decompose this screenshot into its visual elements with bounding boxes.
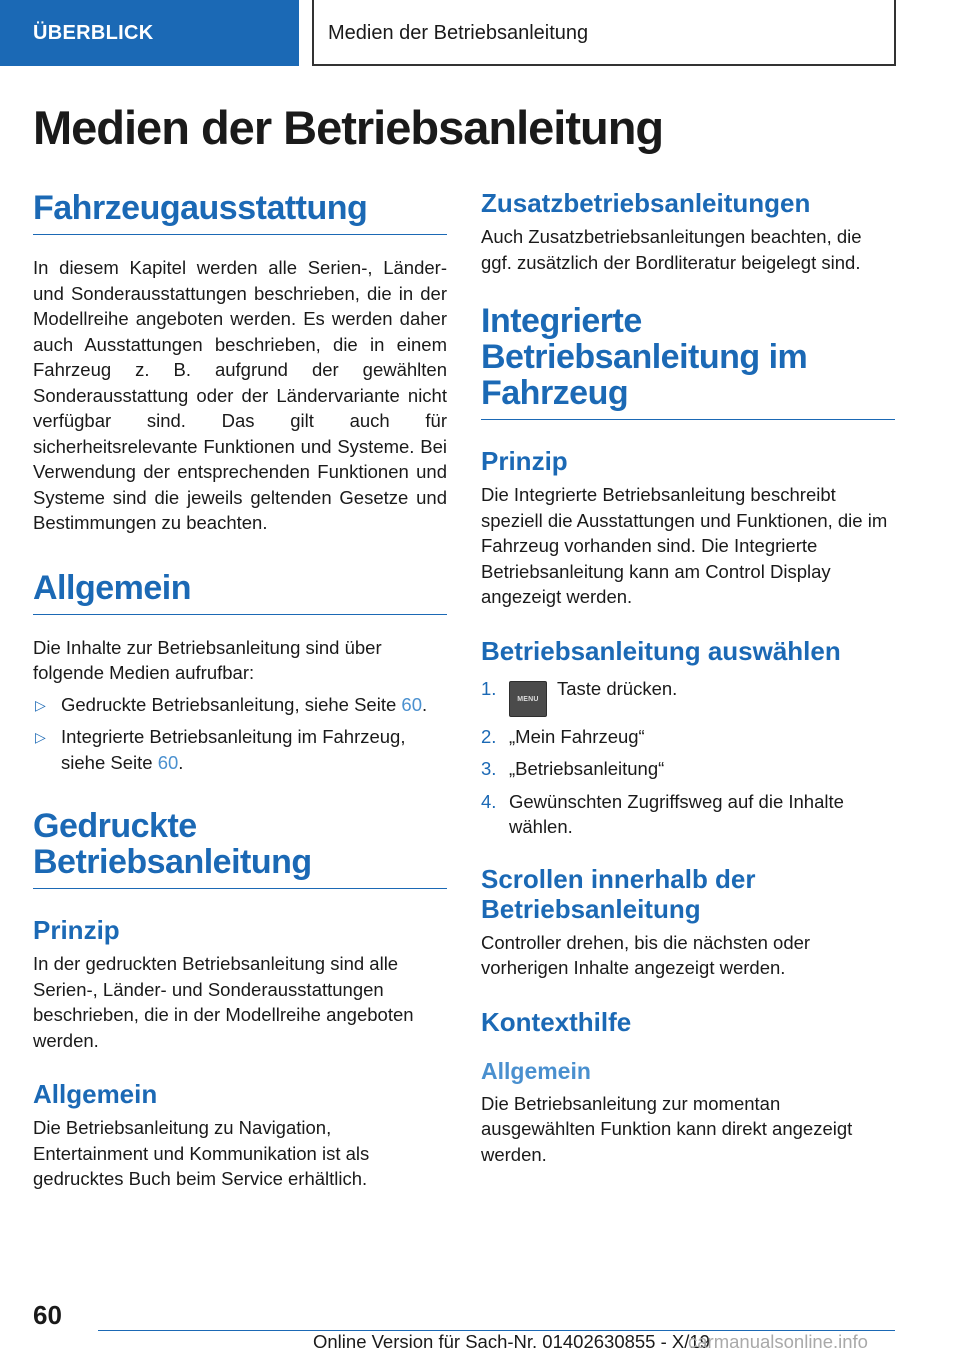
heading-zusatz: Zusatzbetriebsanleitungen: [481, 188, 811, 218]
list-item: 1. MENUTaste drücken.: [481, 676, 895, 717]
left-column: [33, 190, 447, 1192]
scrollen-text: Controller drehen, bis die nächsten oder vorherigen Inhalte angezeigt werden.: [481, 931, 811, 978]
list-item: 3. „Betriebsanleitung“: [481, 758, 665, 779]
heading-fahrzeugausstattung: Fahrzeugausstattung: [33, 190, 447, 235]
triangle-bullet-icon: ▷: [35, 696, 46, 713]
prinzip-integriert-text: Die Integrierte Betriebsanleitung beschreibt speziell die Ausstattungen und Funktionen, die im Fahrzeug vorhanden sind. Die Integrierte Betriebsanleitung kann am Control Display angezeigt werden.: [481, 484, 888, 607]
heading-auswaehlen: Betriebsanleitung auswählen: [481, 635, 841, 666]
kontext-text: Die Betriebsanleitung zur momentan ausgewählten Funktion kann direkt angezeigt werden.: [481, 1092, 853, 1165]
fahrzeugausstattung-text: In diesem Kapitel werden alle Serien-, Länder- und Sonderausstattungen beschrieben, die in der Modellreihe angeboten werden. Es werden daher auch Ausstattungen beschrieben, die in einem Fahrzeug z. B. aufgrund der gewählten Sonderausstattung oder der Ländervariante nicht verfügbar sind. Das gilt auch für sicherheitsrelevante Funktionen und Systeme. Bei Verwendung der entsprechenden Funktionen und Systeme sind die jeweils geltenden Gesetze und Bestimmungen zu beachten.: [33, 257, 447, 533]
watermark: carmanualsonline.info: [688, 1331, 868, 1352]
heading-allgemein: Allgemein: [33, 570, 447, 615]
list-item: 2. „Mein Fahrzeug“: [481, 725, 645, 747]
page-link-60[interactable]: 60: [157, 751, 179, 773]
menu-button-icon: MENU: [509, 681, 547, 717]
list-item: ▷ Integrierte Betriebsanleitung im Fahrzeug, siehe Seite 60.: [35, 726, 406, 773]
prinzip-text: In der gedruckten Betriebsanleitung sind alle Serien-, Länder- und Sonderausstattungen beschrieben, die in der Modellreihe angeboten werden.: [33, 953, 414, 1051]
section-title: Medien der Betriebsanleitung: [312, 0, 896, 66]
right-column: [481, 188, 895, 1167]
heading-kontexthilfe: Kontexthilfe: [481, 1006, 632, 1037]
heading-scrollen: Scrollen innerhalb der Betriebsanleitung: [481, 863, 756, 924]
heading-prinzip-integriert: Prinzip: [481, 446, 568, 476]
heading-kontext-allgemein: Allgemein: [481, 1057, 591, 1084]
heading-integrierte: Integrierte Betriebsanleitung im Fahrzeug: [481, 303, 895, 420]
triangle-bullet-icon: ▷: [35, 729, 46, 745]
footer-text: Online Version für Sach-Nr. 01402630855 - X/19: [313, 1331, 710, 1352]
heading-prinzip: Prinzip: [33, 915, 120, 945]
page-title: Medien der Betriebsanleitung: [33, 101, 664, 154]
list-item: ▷ Gedruckte Betriebsanleitung, siehe Seite 60.: [33, 692, 447, 718]
section-tab: ÜBERBLICK: [0, 0, 299, 66]
allgemein-text: Die Inhalte zur Betriebsanleitung sind über folgende Medien aufrufbar:: [33, 636, 382, 683]
page-link-60[interactable]: 60: [401, 693, 422, 715]
zusatz-text: Auch Zusatzbetriebsanleitungen beachten, die ggf. zusätzlich der Bordliteratur beigelegt sind.: [481, 226, 862, 273]
list-item: 4. Gewünschten Zugriffsweg auf die Inhalte wählen.: [481, 790, 844, 837]
steps-list: [481, 676, 895, 840]
page-number: 60: [33, 1300, 62, 1330]
heading-gedruckte: Gedruckte Betriebsanleitung: [33, 808, 447, 889]
allgemein-gedruckt-text: Die Betriebsanleitung zu Navigation, Entertainment und Kommunikation ist als gedrucktes Buch beim Service erhältlich.: [33, 1117, 370, 1189]
media-list: [33, 692, 447, 776]
heading-allgemein-gedruckt: Allgemein: [33, 1079, 158, 1109]
